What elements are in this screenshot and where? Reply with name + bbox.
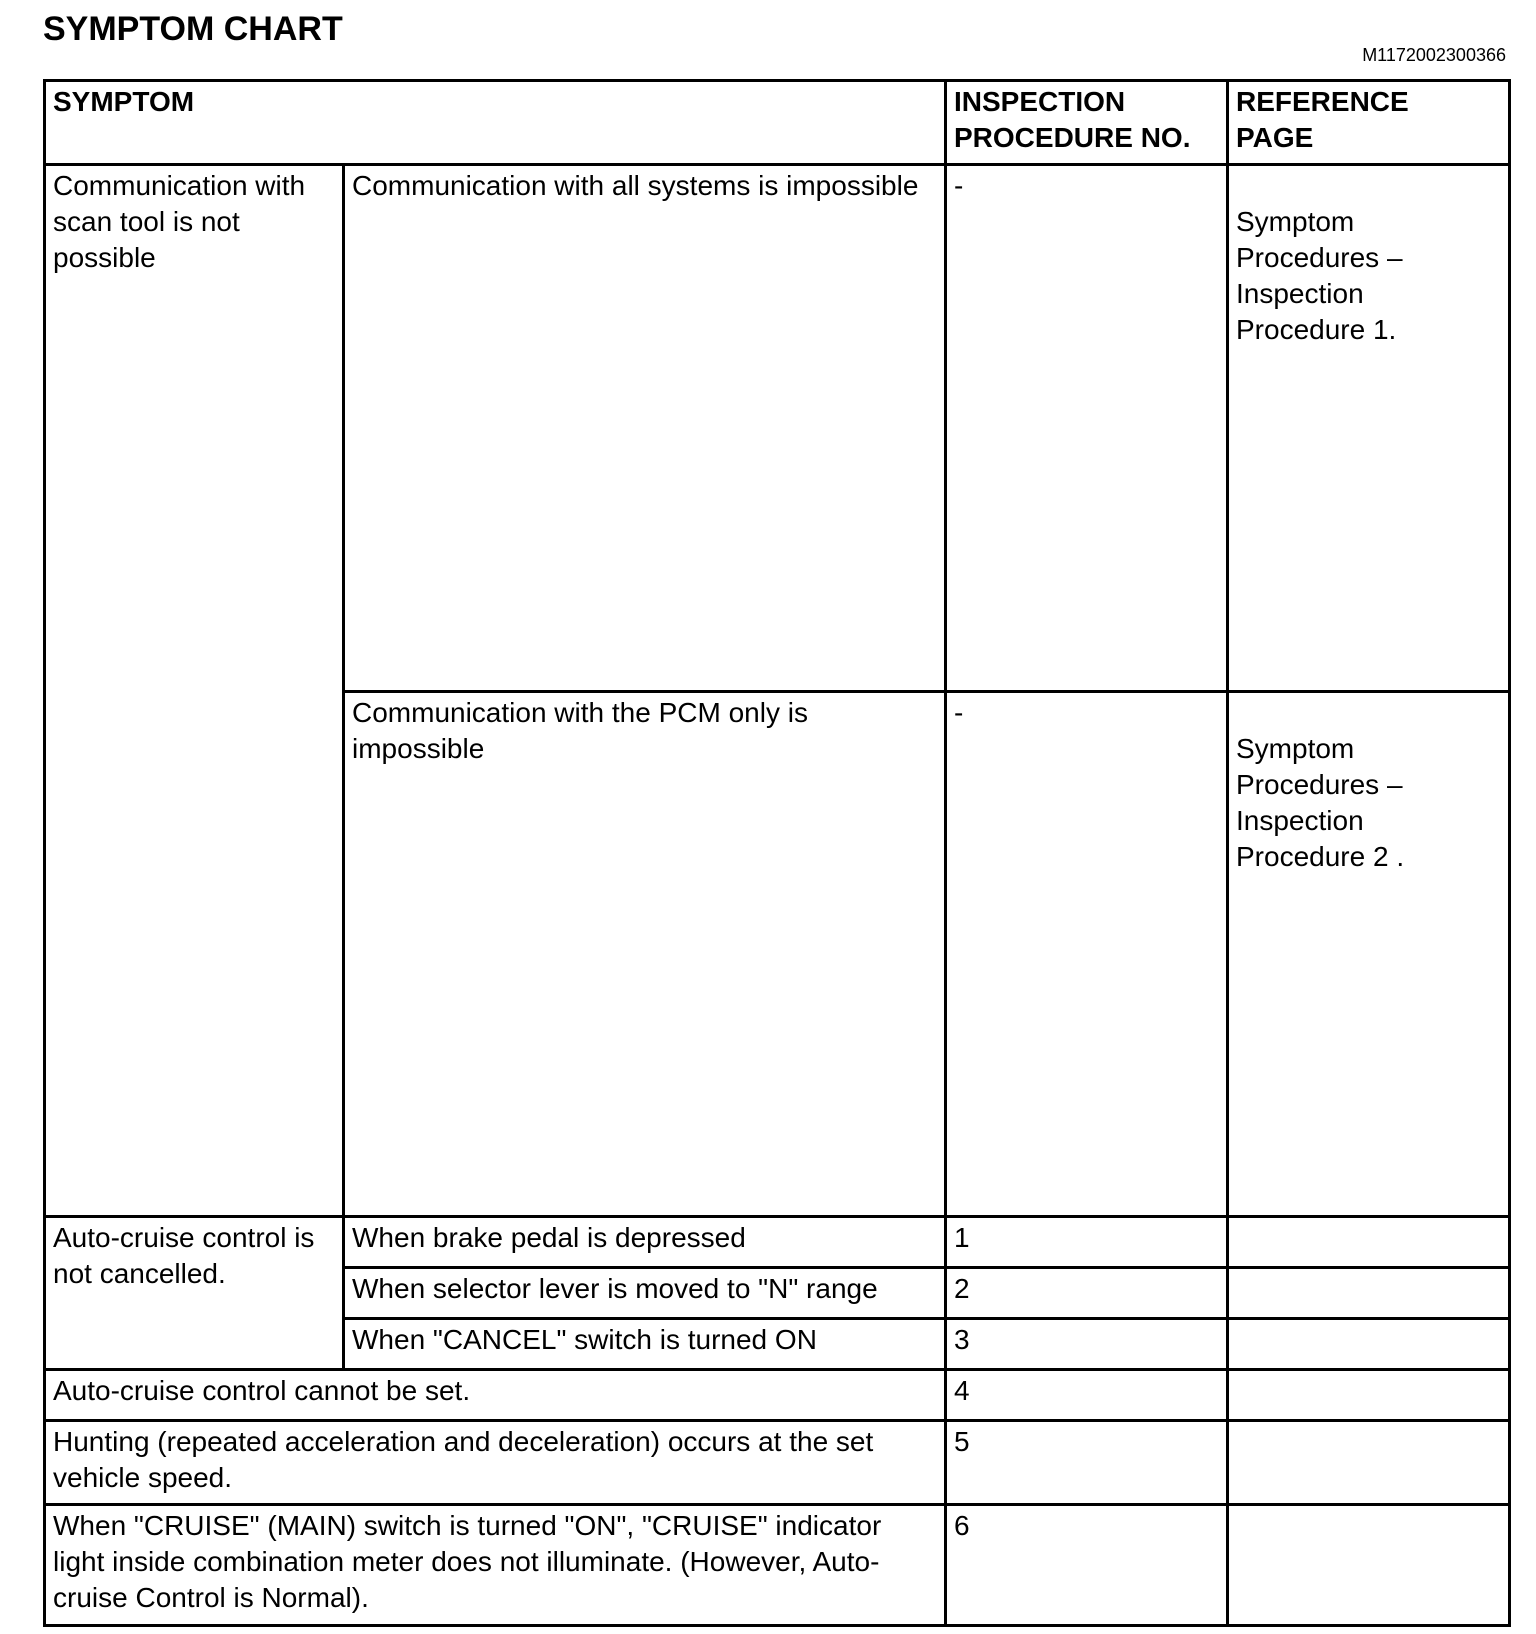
symptom-detail: Communication with the PCM only is impossible: [344, 692, 946, 1217]
procedure-no: 5: [946, 1421, 1228, 1505]
header-inspection-line2: PROCEDURE NO.: [954, 122, 1191, 153]
table-row: [45, 1505, 1510, 1626]
header-inspection-line1: INSPECTION: [954, 86, 1126, 117]
table-row: [45, 165, 1510, 692]
header-reference-page: [1228, 81, 1510, 165]
reference-page: [1228, 1319, 1510, 1370]
document-id: M1172002300366: [1362, 45, 1506, 65]
header-inspection-procedure: [946, 81, 1228, 165]
symptom-detail: When brake pedal is depressed: [344, 1217, 946, 1268]
table-row: [45, 1370, 1510, 1421]
symptom-chart-table: [43, 79, 1511, 1627]
procedure-no: 2: [946, 1268, 1228, 1319]
symptom-group: Auto-cruise control is not cancelled.: [45, 1217, 344, 1370]
procedure-no: 1: [946, 1217, 1228, 1268]
symptom-detail: When selector lever is moved to "N" range: [344, 1268, 946, 1319]
header-row: [45, 81, 1510, 165]
symptom: Auto-cruise control cannot be set.: [45, 1370, 946, 1421]
procedure-no: -: [946, 692, 1228, 1217]
procedure-no: 3: [946, 1319, 1228, 1370]
procedure-no: -: [946, 165, 1228, 692]
reference-page: [1228, 1370, 1510, 1421]
procedure-no: 6: [946, 1505, 1228, 1626]
reference-page: [1228, 1268, 1510, 1319]
procedure-no: 4: [946, 1370, 1228, 1421]
symptom: Hunting (repeated acceleration and deceleration) occurs at the set vehicle speed.: [45, 1421, 946, 1505]
symptom-detail: Communication with all systems is impossible: [344, 165, 946, 692]
page-title: SYMPTOM CHART: [43, 10, 343, 48]
symptom-group: Communication with scan tool is not possible: [45, 165, 344, 1217]
symptom-detail: When "CANCEL" switch is turned ON: [344, 1319, 946, 1370]
reference-page: Symptom Procedures – Inspection Procedure 1.: [1228, 165, 1510, 692]
reference-page: [1228, 1217, 1510, 1268]
table-row: [45, 1217, 1510, 1268]
table-row: [45, 1421, 1510, 1505]
reference-page: [1228, 1505, 1510, 1626]
reference-page: [1228, 1421, 1510, 1505]
header-symptom: SYMPTOM: [45, 81, 946, 165]
reference-page: Symptom Procedures – Inspection Procedure 2 .: [1228, 692, 1510, 1217]
symptom: When "CRUISE" (MAIN) switch is turned "ON", "CRUISE" indicator light inside combination meter does not illuminate. (However, Auto-cruise Control is Normal).: [45, 1505, 946, 1626]
header-reference-line1: REFERENCE: [1236, 86, 1409, 117]
header-reference-line2: PAGE: [1236, 122, 1314, 153]
